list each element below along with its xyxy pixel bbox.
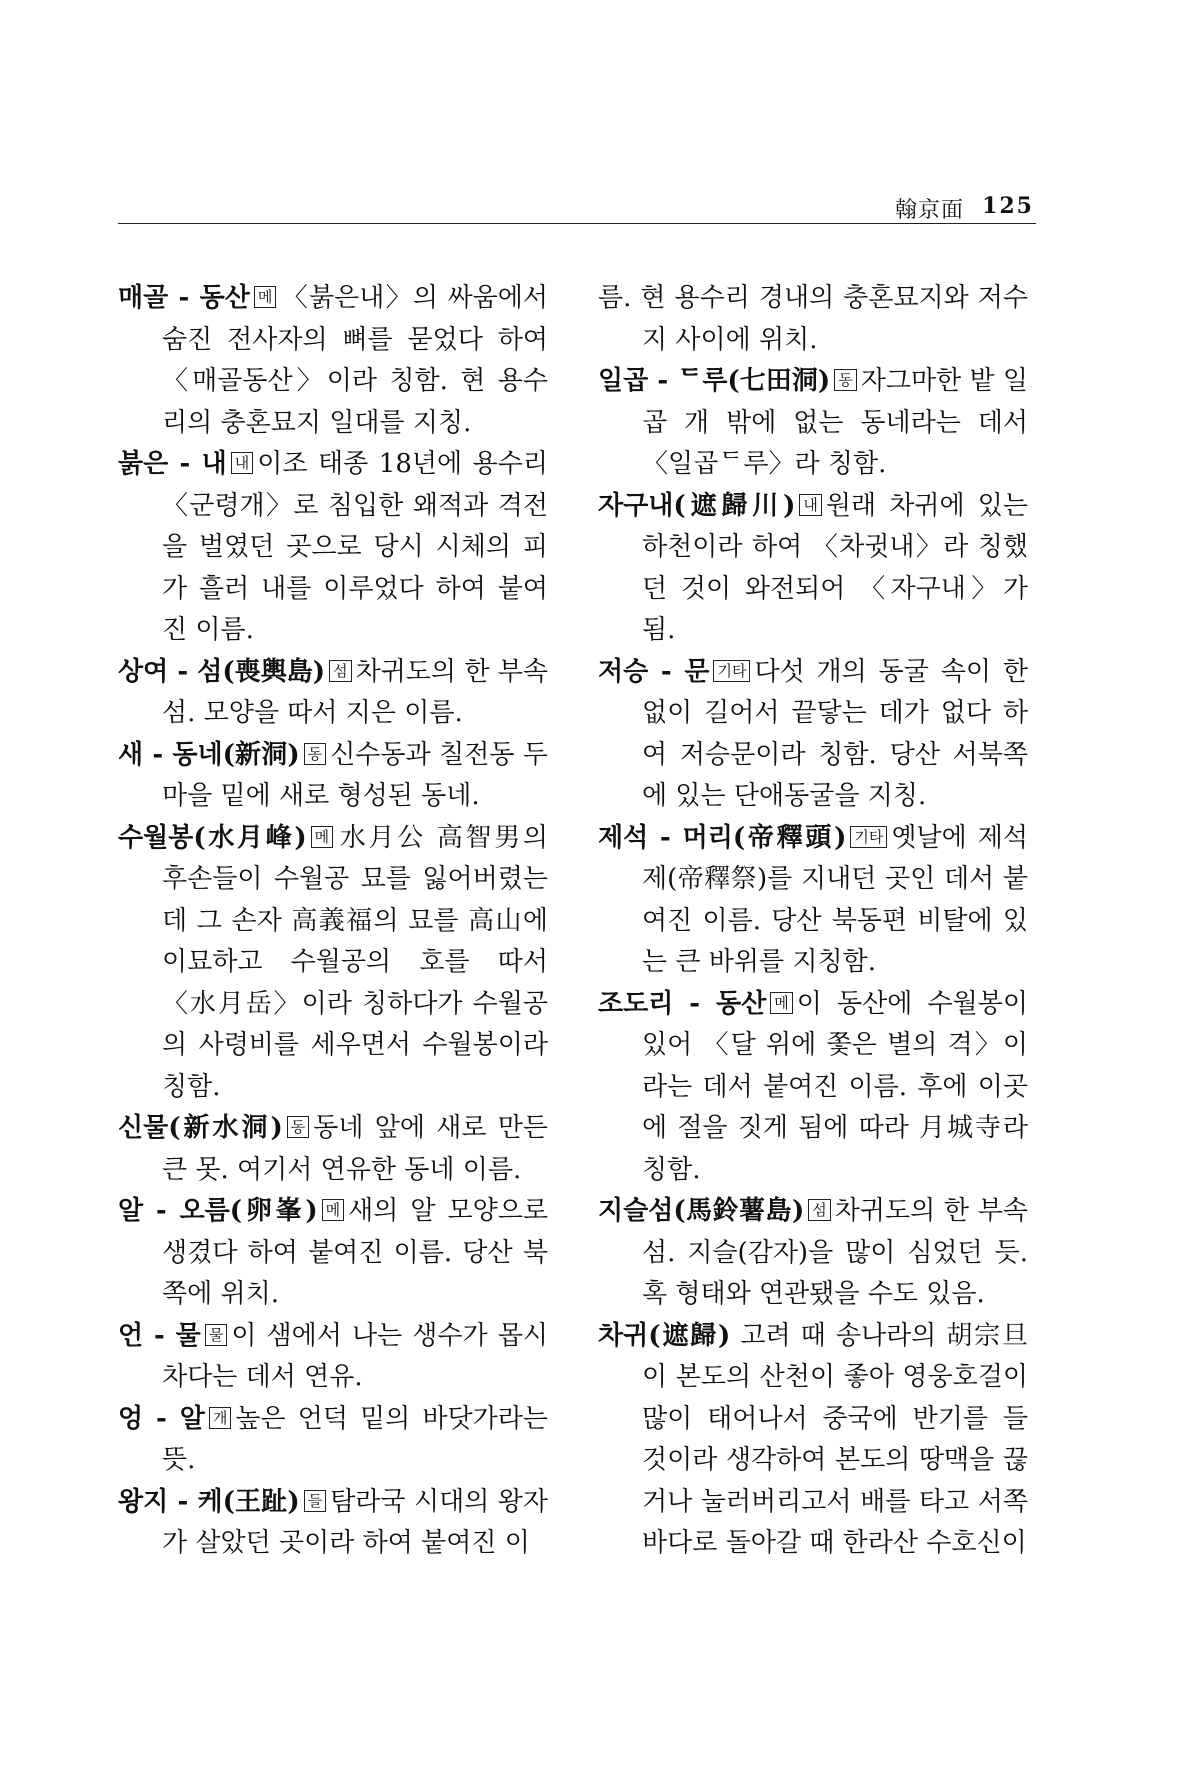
entry-text: 원래 차귀에 있는 하천이라 하여 〈차귓내〉라 칭했던 것이 와전되어 〈자구내〉가 됨. <box>642 490 1028 645</box>
entry <box>598 1316 1028 1565</box>
entry-headword: 언 - 물 <box>118 1320 201 1351</box>
entry-text: 水月公 高智男의 후손들이 수월공 묘를 잃어버렸는데 그 손자 高義福의 묘를 高山에 이묘하고 수월공의 호를 따서 〈水月岳〉이라 칭하다가 수월공의 사령비를 세우면서 수월봉이라 칭함. <box>162 822 548 1102</box>
entry-headword: 신물(新水洞) <box>118 1113 283 1143</box>
category-tag: 개 <box>209 1407 232 1429</box>
entry-headword: 수월봉(水月峰) <box>118 822 307 853</box>
entry-continuation <box>598 278 1028 361</box>
entry-text: 새의 알 모양으로 생겼다 하여 붙여진 이름. 당산 북쪽에 위치. <box>162 1196 548 1309</box>
entry-headword: 저승 - 문 <box>598 656 710 687</box>
entry-headword: 차귀(遮歸) <box>598 1320 731 1351</box>
entry-headword: 상여 - 섬(喪輿島) <box>118 656 326 687</box>
entry-text: 차귀도의 한 부속섬. 지슬(감자)을 많이 심었던 듯. 혹 형태와 연관됐을 수도 있음. <box>642 1196 1029 1309</box>
entry <box>118 278 548 444</box>
entry-text: 자그마한 밭 일곱 개 밖에 없는 동네라는 데서 〈일곱ᄃ루〉라 칭함. <box>642 366 1028 479</box>
category-tag: 메 <box>770 992 793 1014</box>
entry-text: 〈붉은내〉의 싸움에서 숨진 전사자의 뼈를 묻었다 하여 〈매골동산〉이라 칭함. 현 용수리의 충혼묘지 일대를 지칭. <box>162 283 548 438</box>
entry-text: 름. 현 용수리 경내의 충혼묘지와 저수지 사이에 위치. <box>598 283 1028 355</box>
entry-headword: 붉은 - 내 <box>118 449 227 479</box>
entry-headword: 자구내(遮歸川) <box>598 490 796 521</box>
entry-text: 이 동산에 수월봉이 있어 〈달 위에 쫓은 별의 격〉이라는 데서 붙여진 이름. 후에 이곳에 절을 짓게 됨에 따라 月城寺라 칭함. <box>642 988 1028 1185</box>
entry-text: 탐라국 시대의 왕자가 살았던 곳이라 하여 붙여진 이 <box>162 1486 548 1558</box>
category-tag: 메 <box>322 1199 345 1221</box>
entry-text: 차귀도의 한 부속섬. 모양을 따서 지은 이름. <box>162 656 548 728</box>
entry-text: 신수동과 칠전동 두 마을 밑에 새로 형성된 동네. <box>162 739 548 811</box>
entry-headword: 알 - 오름(卵峯) <box>118 1196 318 1226</box>
running-title: 翰京面 <box>894 198 964 223</box>
right-column <box>598 278 1028 1565</box>
entry <box>118 1482 548 1565</box>
category-tag: 메 <box>254 286 277 308</box>
entry <box>118 1191 548 1316</box>
category-tag: 기타 <box>713 660 750 682</box>
entry <box>118 818 548 1109</box>
entry-headword: 지슬섬(馬鈴薯島) <box>598 1196 805 1226</box>
category-tag: 들 <box>304 1490 327 1512</box>
entry-text: 동네 앞에 새로 만든 큰 못. 여기서 연유한 동네 이름. <box>162 1113 548 1185</box>
entry <box>118 735 548 818</box>
entry-headword: 제석 - 머리(帝釋頭) <box>598 822 847 853</box>
entry-headword: 왕지 - 케(王趾) <box>118 1486 300 1517</box>
entry-headword: 조도리 - 동산 <box>598 988 767 1019</box>
category-tag: 기타 <box>850 826 887 848</box>
entry <box>598 818 1028 984</box>
entry <box>598 984 1028 1192</box>
category-tag: 메 <box>311 826 334 848</box>
category-tag: 섬 <box>808 1199 831 1221</box>
entry <box>598 486 1028 652</box>
entry-text: 다섯 개의 동굴 속이 한없이 길어서 끝닿는 데가 없다 하여 저승문이라 칭함. 당산 서북쪽에 있는 단애동굴을 지칭. <box>642 656 1028 811</box>
page-number: 125 <box>982 193 1034 219</box>
entry-text: 이조 태종 18년에 용수리 〈군령개〉로 침입한 왜적과 격전을 벌였던 곳으로 당시 시체의 피가 흘러 내를 이루었다 하여 붙여진 이름. <box>162 449 548 645</box>
entry <box>118 1399 548 1482</box>
entry-headword: 엉 - 알 <box>118 1403 205 1434</box>
entry <box>598 361 1028 486</box>
entry <box>118 444 548 652</box>
entry-headword: 새 - 동네(新洞) <box>118 739 300 770</box>
category-tag: 내 <box>799 494 822 516</box>
entry-text: 이 샘에서 나는 생수가 몹시 차다는 데서 연유. <box>162 1320 548 1392</box>
entry-headword: 일곱 - ᄃ루(七田洞) <box>598 366 831 396</box>
category-tag: 내 <box>231 452 254 474</box>
entry <box>118 1316 548 1399</box>
entry-text: 옛날에 제석제(帝釋祭)를 지내던 곳인 데서 붙여진 이름. 당산 북동편 비탈에 있는 큰 바위를 지칭함. <box>642 822 1028 977</box>
entry <box>118 1108 548 1191</box>
page-header <box>118 189 1036 224</box>
category-tag: 동 <box>304 743 327 765</box>
category-tag: 동 <box>287 1116 310 1138</box>
category-tag: 물 <box>205 1324 228 1346</box>
entry-text: 높은 언덕 밑의 바닷가라는 뜻. <box>162 1403 548 1475</box>
entry <box>598 1191 1028 1316</box>
entry <box>118 652 548 735</box>
entry-text: 고려 때 송나라의 胡宗旦이 본도의 산천이 좋아 영웅호걸이 많이 태어나서 중국에 반기를 들 것이라 생각하여 본도의 땅맥을 끊거나 눌러버리고서 배를 타고 서쪽 바다로 돌아갈 때 한라산 수호신이 <box>642 1320 1028 1558</box>
left-column <box>118 278 548 1565</box>
entry-headword: 매골 - 동산 <box>118 283 250 313</box>
entry <box>598 652 1028 818</box>
category-tag: 섬 <box>329 660 352 682</box>
category-tag: 동 <box>834 369 857 391</box>
